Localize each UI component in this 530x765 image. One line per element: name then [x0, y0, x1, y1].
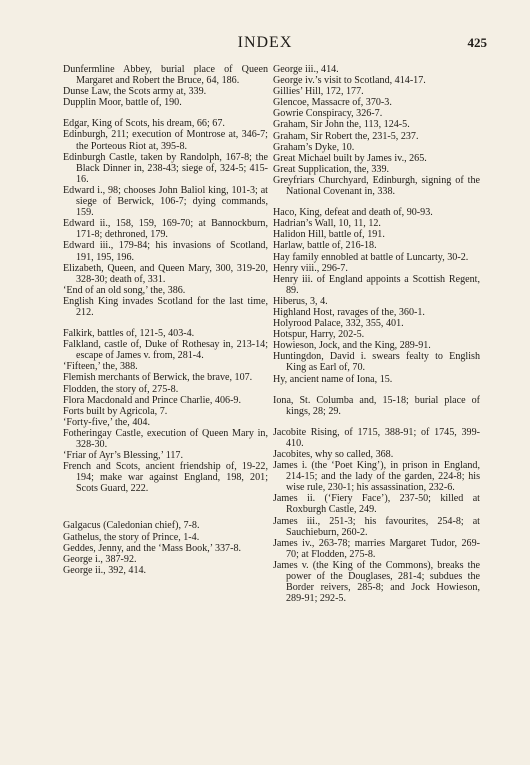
- index-entry: Hiberus, 3, 4.: [273, 295, 328, 307]
- index-entry: Dupplin Moor, battle of, 190.: [63, 97, 182, 109]
- index-entry: Glencoe, Massacre of, 370-3.: [273, 97, 392, 109]
- index-entry: French and Scots, ancient friendship of, 19-22, 194; make war against England, 198, 201; Scots Guard, 222.: [63, 461, 268, 495]
- index-entry: Great Supplication, the, 339.: [273, 163, 390, 175]
- index-entry: James v. (the King of the Commons), breaks the power of the Douglases, 281-4; subdues the Border reivers, 285-8; and Jock Howieson, 289-91; 292-5.: [273, 559, 480, 605]
- index-entry: Graham, Sir John the, 113, 124-5.: [273, 119, 410, 131]
- page-header: [0, 33, 530, 57]
- index-entry: Forts built by Agricola, 7.: [63, 405, 168, 417]
- index-entry: ‘End of an old song,’ the, 386.: [63, 284, 186, 296]
- index-entry: Edinburgh, 211; execution of Montrose at, 346-7; the Porteous Riot at, 395-8.: [63, 129, 268, 152]
- index-entry: Edinburgh Castle, taken by Randolph, 167-8; the Black Dinner in, 238-43; siege of, 324-5; 415-16.: [63, 151, 268, 185]
- index-entry: George iv.’s visit to Scotland, 414-17.: [273, 75, 426, 87]
- index-entry: Harlaw, battle of, 216-18.: [273, 240, 377, 252]
- index-entry: Gowrie Conspiracy, 326-7.: [273, 108, 383, 120]
- index-entry: ‘Friar of Ayr’s Blessing,’ 117.: [63, 450, 183, 462]
- index-entry: Huntingdon, David i. swears fealty to English King as Earl of, 70.: [273, 351, 480, 374]
- index-entry: Graham’s Dyke, 10.: [273, 141, 355, 153]
- index-entry: Gathelus, the story of Prince, 1-4.: [63, 531, 200, 543]
- index-entry: Iona, St. Columba and, 15-18; burial place of kings, 28; 29.: [273, 394, 480, 417]
- index-entry: Hy, ancient name of Iona, 15.: [273, 373, 393, 385]
- index-entry: Holyrood Palace, 332, 355, 401.: [273, 318, 404, 330]
- index-entry: Falkirk, battles of, 121-5, 403-4.: [63, 328, 195, 340]
- index-entry: Geddes, Jenny, and the ‘Mass Book,’ 337-8.: [63, 542, 242, 554]
- index-entry: Edward iii., 179-84; his invasions of Scotland, 191, 195, 196.: [63, 240, 268, 263]
- page-number: 425: [467, 35, 487, 50]
- index-column-left: [63, 64, 268, 576]
- index-entry: Graham, Sir Robert the, 231-5, 237.: [273, 130, 419, 142]
- index-entry: ‘Fifteen,’ the, 388.: [63, 361, 138, 373]
- index-entry: Elizabeth, Queen, and Queen Mary, 300, 319-20, 328-30; death of, 331.: [63, 262, 268, 285]
- index-entry: Gillies’ Hill, 172, 177.: [273, 86, 364, 98]
- index-entry: Galgacus (Caledonian chief), 7-8.: [63, 520, 200, 532]
- index-entry: Jacobites, why so called, 368.: [273, 449, 394, 460]
- index-entry: Flodden, the story of, 275-8.: [63, 383, 179, 395]
- index-entry: Edward i., 98; chooses John Baliol king, 101-3; at siege of Berwick, 106-7; dying commands, 159.: [63, 184, 268, 219]
- index-entry: Jacobite Rising, of 1715, 388-91; of 1745, 399-410.: [273, 426, 480, 449]
- index-entry: James i. (the ‘Poet King’), in prison in England, 214-15; and the lady of the garden, 224-8; his wise rule, 230-1; his assassination, 232-6.: [273, 460, 480, 494]
- index-entry: Flora Macdonald and Prince Charlie, 406-9.: [63, 394, 241, 406]
- index-entry: George i., 387-92.: [63, 553, 137, 565]
- index-entry: Dunfermline Abbey, burial place of Queen Margaret and Robert the Bruce, 64, 186.: [63, 64, 268, 87]
- index-entry: English King invades Scotland for the last time, 212.: [63, 295, 268, 318]
- index-entry: ‘Forty-five,’ the, 404.: [63, 416, 150, 428]
- index-entry: George iii., 414.: [273, 64, 339, 75]
- index-entry: Falkland, castle of, Duke of Rothesay in, 213-14; escape of James v. from, 281-4.: [63, 339, 268, 362]
- index-entry: Dunse Law, the Scots army at, 339.: [63, 86, 207, 98]
- index-entry: Howieson, Jock, and the King, 289-91.: [273, 340, 431, 352]
- index-entry: George ii., 392, 414.: [63, 564, 147, 576]
- index-entry: Hotspur, Harry, 202-5.: [273, 329, 365, 341]
- index-entry: Greyfriars Churchyard, Edinburgh, signing of the National Covenant in, 338.: [273, 174, 480, 198]
- index-entry: Flemish merchants of Berwick, the brave, 107.: [63, 372, 253, 384]
- index-entry: Fotheringay Castle, execution of Queen Mary in, 328-30.: [63, 427, 268, 450]
- index-entry: Halidon Hill, battle of, 191.: [273, 229, 385, 241]
- page-title: INDEX: [237, 34, 293, 51]
- index-entry: Haco, King, defeat and death of, 90-93.: [273, 207, 433, 219]
- index-entry: Hay family ennobled at battle of Luncarty, 30-2.: [273, 251, 469, 263]
- index-entry: Henry viii., 296-7.: [273, 262, 348, 274]
- index-entry: James iv., 263-78; marries Margaret Tudor, 269-70; at Flodden, 275-8.: [273, 537, 480, 560]
- index-entry: James ii. (‘Fiery Face’), 237-50; killed at Roxburgh Castle, 249.: [273, 493, 480, 516]
- index-entry: Highland Host, ravages of the, 360-1.: [273, 306, 425, 318]
- index-entry: Great Michael built by James iv., 265.: [273, 152, 427, 164]
- index-entry: Edgar, King of Scots, his dream, 66; 67.: [63, 118, 225, 130]
- index-entry: Henry iii. of England appoints a Scottish Regent, 89.: [273, 273, 480, 296]
- index-entry: Edward ii., 158, 159, 169-70; at Bannockburn, 171-8; dethroned, 179.: [63, 218, 268, 241]
- index-entry: James iii., 251-3; his favourites, 254-8; at Sauchieburn, 260-2.: [273, 515, 480, 538]
- index-entry: Hadrian’s Wall, 10, 11, 12.: [273, 218, 381, 230]
- index-column-right: [273, 64, 480, 604]
